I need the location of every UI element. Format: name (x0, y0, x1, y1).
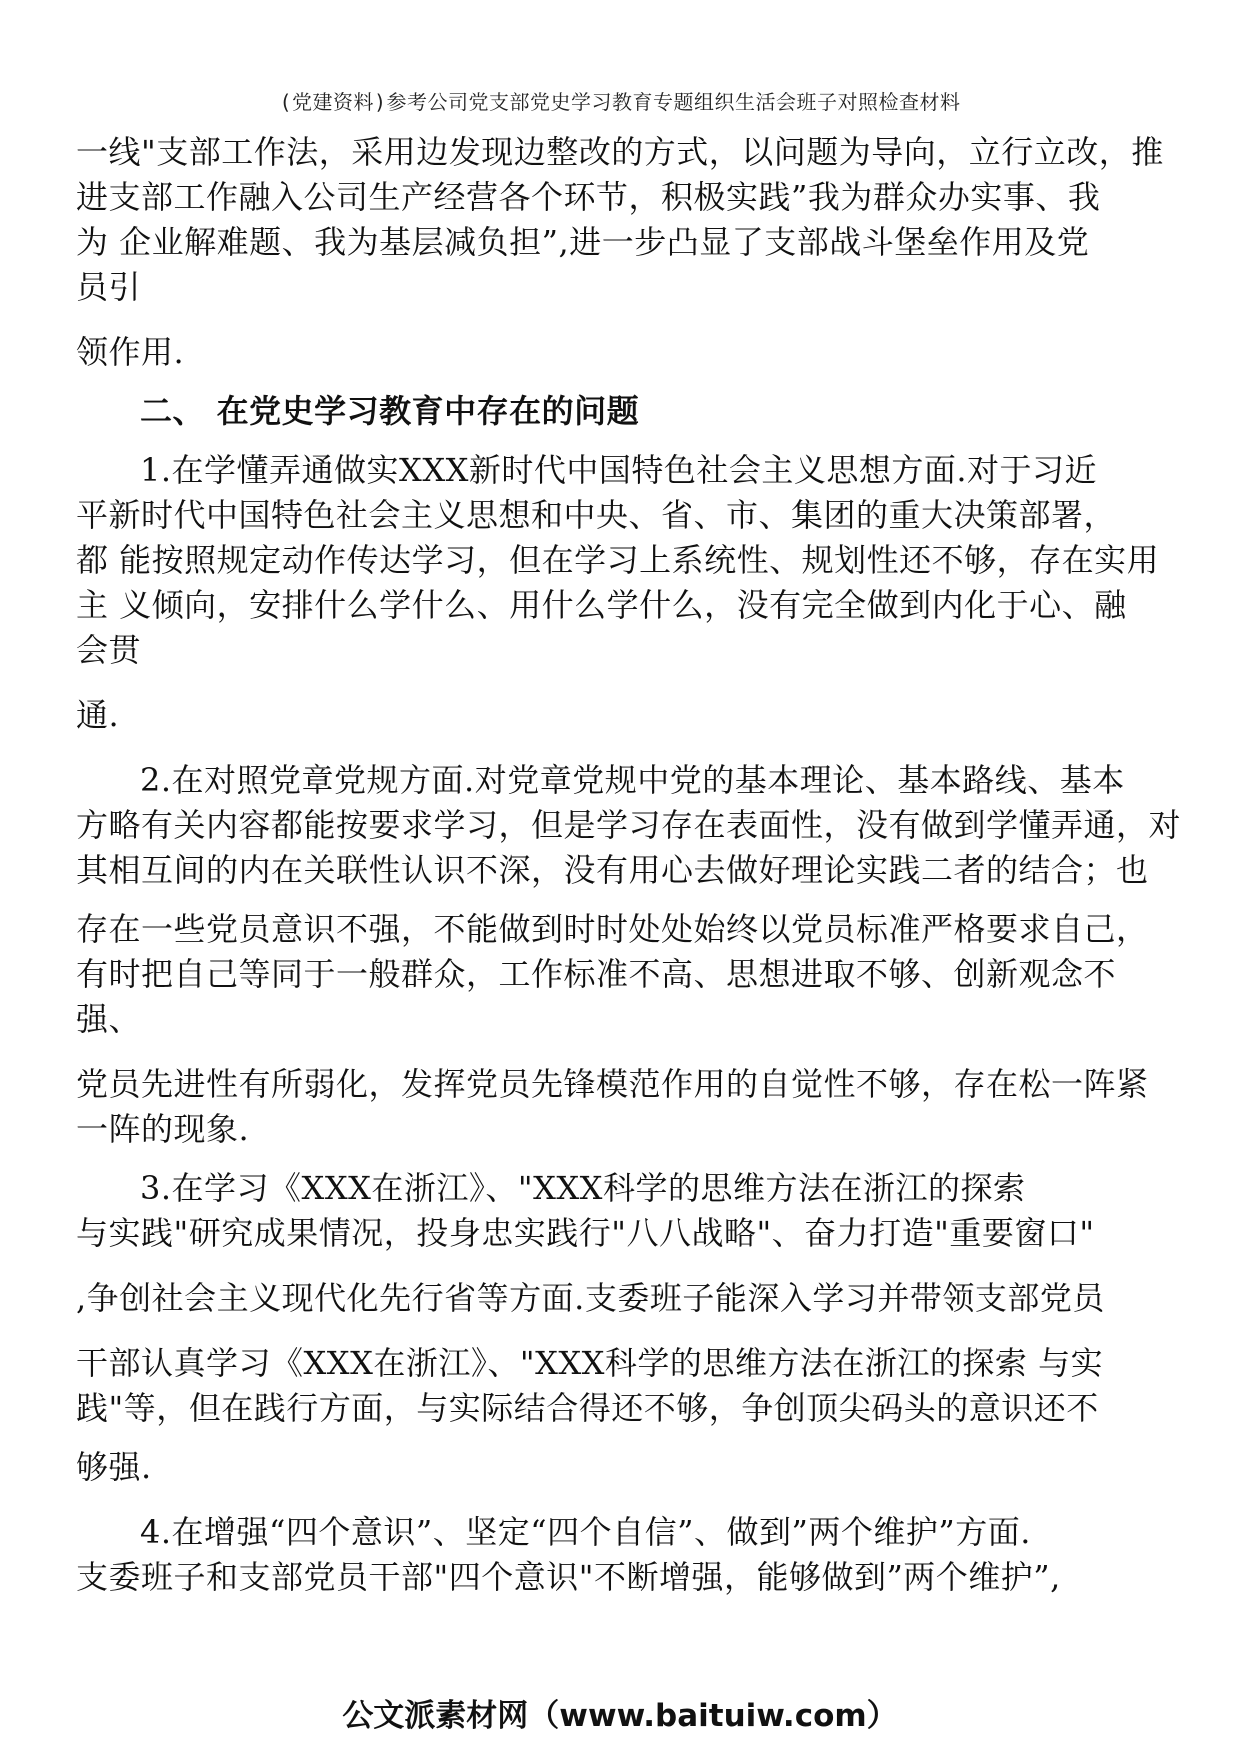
text-line: 为 企业解难题、我为基层减负担”,进一步凸显了支部战斗堡垒作用及党 (76, 223, 1090, 261)
text-line: 通. (76, 696, 120, 734)
paragraph-continued (76, 130, 1166, 375)
text-line: 有时把自己等同于一般群众，工作标准不高、思想进取不够、创新观念不 (76, 955, 1117, 993)
text-line: 主 义倾向，安排什么学什么、用什么学什么，没有完全做到内化于心、融 (76, 586, 1127, 624)
text-line: 干部认真学习《XXX在浙江》、"XXX科学的思维方法在浙江的探索 与实 (76, 1344, 1104, 1382)
text-line: 一线"支部工作法，采用边发现边整改的方式，以问题为导向，立行立改，推 (76, 133, 1164, 171)
document-body (76, 130, 1182, 1600)
text-line: 2.在对照党章党规方面.对党章党规中党的基本理论、基本路线、基本 (140, 761, 1125, 799)
text-line: 支委班子和支部党员干部"四个意识"不断增强，能够做到”两个维护”, (76, 1558, 1061, 1596)
text-line: 与实践"研究成果情况，投身忠实践行"八八战略"、奋力打造"重要窗口" (76, 1214, 1095, 1252)
paragraph-2 (76, 758, 1182, 1152)
section-heading: 二、 在党史学习教育中存在的问题 (140, 392, 640, 430)
text-line: 会贯 (76, 631, 142, 669)
text-line: 领作用. (76, 333, 185, 371)
text-line: 一阵的现象. (76, 1110, 250, 1148)
paragraph-3 (76, 1166, 1166, 1490)
text-line: 存在一些党员意识不强，不能做到时时处处始终以党员标准严格要求自己， (76, 910, 1149, 948)
text-line: 1.在学懂弄通做实XXX新时代中国特色社会主义思想方面.对于习近 (140, 451, 1098, 489)
paragraph-4 (76, 1510, 1166, 1600)
text-line: 员引 (76, 268, 142, 306)
text-line: 强、 (76, 1000, 142, 1038)
page-footer-watermark: 公文派素材网（www.baituiw.com） (342, 1698, 898, 1734)
page-header: (党建资料)参考公司党支部党史学习教育专题组织生活会班子对照检查材料 (279, 90, 961, 114)
text-line: 都 能按照规定动作传达学习，但在学习上系统性、规划性还不够，存在实用 (76, 541, 1160, 579)
text-line: 方略有关内容都能按要求学习，但是学习存在表面性，没有做到学懂弄通，对 (76, 806, 1182, 844)
text-line: 其相互间的内在关联性认识不深，没有用心去做好理论实践二者的结合；也 (76, 851, 1149, 889)
text-line: 够强. (76, 1448, 152, 1486)
text-line: 平新时代中国特色社会主义思想和中央、省、市、集团的重大决策部署， (76, 496, 1117, 534)
paragraph-1 (76, 448, 1166, 738)
text-line: 4.在增强“四个意识”、坚定“四个自信”、做到”两个维护”方面. (140, 1513, 1031, 1551)
text-line: 践"等，但在践行方面，与实际结合得还不够，争创顶尖码头的意识还不 (76, 1389, 1099, 1427)
text-line: 进支部工作融入公司生产经营各个环节，积极实践”我为群众办实事、我 (76, 178, 1101, 216)
text-line: 3.在学习《XXX在浙江》、"XXX科学的思维方法在浙江的探索 (140, 1169, 1026, 1207)
text-line: 党员先进性有所弱化，发挥党员先锋模范作用的自觉性不够，存在松一阵紧 (76, 1065, 1149, 1103)
text-line: ,争创社会主义现代化先行省等方面.支委班子能深入学习并带领支部党员 (76, 1279, 1105, 1317)
